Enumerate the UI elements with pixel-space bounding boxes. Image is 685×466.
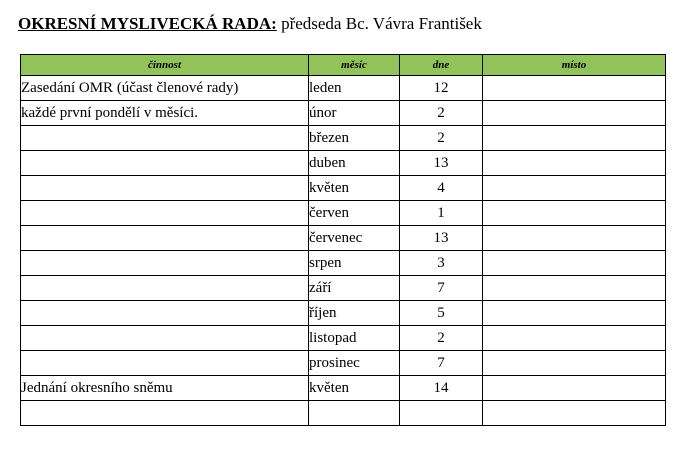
table-row <box>21 401 666 426</box>
place-cell <box>483 376 666 401</box>
activity-cell <box>21 251 309 276</box>
schedule-table <box>20 54 666 426</box>
document-heading <box>18 14 482 34</box>
activity-cell: každé první pondělí v měsíci. <box>21 101 309 126</box>
column-header-month: měsíc <box>309 55 400 76</box>
place-cell <box>483 276 666 301</box>
organization-name: OKRESNÍ MYSLIVECKÁ RADA: <box>18 14 277 33</box>
table-row <box>21 251 666 276</box>
day-cell: 2 <box>400 126 483 151</box>
column-header-place: místo <box>483 55 666 76</box>
table-row <box>21 351 666 376</box>
month-cell: srpen <box>309 251 400 276</box>
table-row <box>21 76 666 101</box>
month-cell: říjen <box>309 301 400 326</box>
day-cell: 13 <box>400 226 483 251</box>
month-cell: září <box>309 276 400 301</box>
month-cell: duben <box>309 151 400 176</box>
day-cell: 2 <box>400 101 483 126</box>
day-cell: 4 <box>400 176 483 201</box>
month-cell: únor <box>309 101 400 126</box>
place-cell <box>483 201 666 226</box>
place-cell <box>483 176 666 201</box>
month-cell: listopad <box>309 326 400 351</box>
day-cell: 7 <box>400 276 483 301</box>
header-row <box>21 55 666 76</box>
activity-cell <box>21 326 309 351</box>
chairperson-text: předseda Bc. Vávra František <box>276 14 482 33</box>
place-cell <box>483 351 666 376</box>
day-cell: 14 <box>400 376 483 401</box>
activity-cell <box>21 176 309 201</box>
activity-cell <box>21 276 309 301</box>
column-header-day: dne <box>400 55 483 76</box>
table-row <box>21 151 666 176</box>
month-cell: březen <box>309 126 400 151</box>
activity-cell <box>21 201 309 226</box>
activity-cell: Jednání okresního sněmu <box>21 376 309 401</box>
month-cell: prosinec <box>309 351 400 376</box>
place-cell <box>483 76 666 101</box>
table-row <box>21 376 666 401</box>
table-row <box>21 301 666 326</box>
place-cell <box>483 226 666 251</box>
day-cell: 3 <box>400 251 483 276</box>
table-row <box>21 276 666 301</box>
activity-cell <box>21 401 309 426</box>
month-cell <box>309 401 400 426</box>
day-cell: 7 <box>400 351 483 376</box>
month-cell: červen <box>309 201 400 226</box>
table-row <box>21 226 666 251</box>
activity-cell <box>21 351 309 376</box>
month-cell: červenec <box>309 226 400 251</box>
place-cell <box>483 326 666 351</box>
day-cell: 1 <box>400 201 483 226</box>
place-cell <box>483 301 666 326</box>
day-cell <box>400 401 483 426</box>
place-cell <box>483 151 666 176</box>
place-cell <box>483 126 666 151</box>
day-cell: 12 <box>400 76 483 101</box>
place-cell <box>483 401 666 426</box>
table-row <box>21 101 666 126</box>
table-row <box>21 176 666 201</box>
month-cell: květen <box>309 176 400 201</box>
activity-cell <box>21 226 309 251</box>
table-row <box>21 326 666 351</box>
table-row <box>21 126 666 151</box>
activity-cell: Zasedání OMR (účast členové rady) <box>21 76 309 101</box>
column-header-activity: činnost <box>21 55 309 76</box>
month-cell: květen <box>309 376 400 401</box>
day-cell: 5 <box>400 301 483 326</box>
place-cell <box>483 101 666 126</box>
month-cell: leden <box>309 76 400 101</box>
day-cell: 2 <box>400 326 483 351</box>
place-cell <box>483 251 666 276</box>
activity-cell <box>21 301 309 326</box>
day-cell: 13 <box>400 151 483 176</box>
activity-cell <box>21 151 309 176</box>
activity-cell <box>21 126 309 151</box>
table-row <box>21 201 666 226</box>
